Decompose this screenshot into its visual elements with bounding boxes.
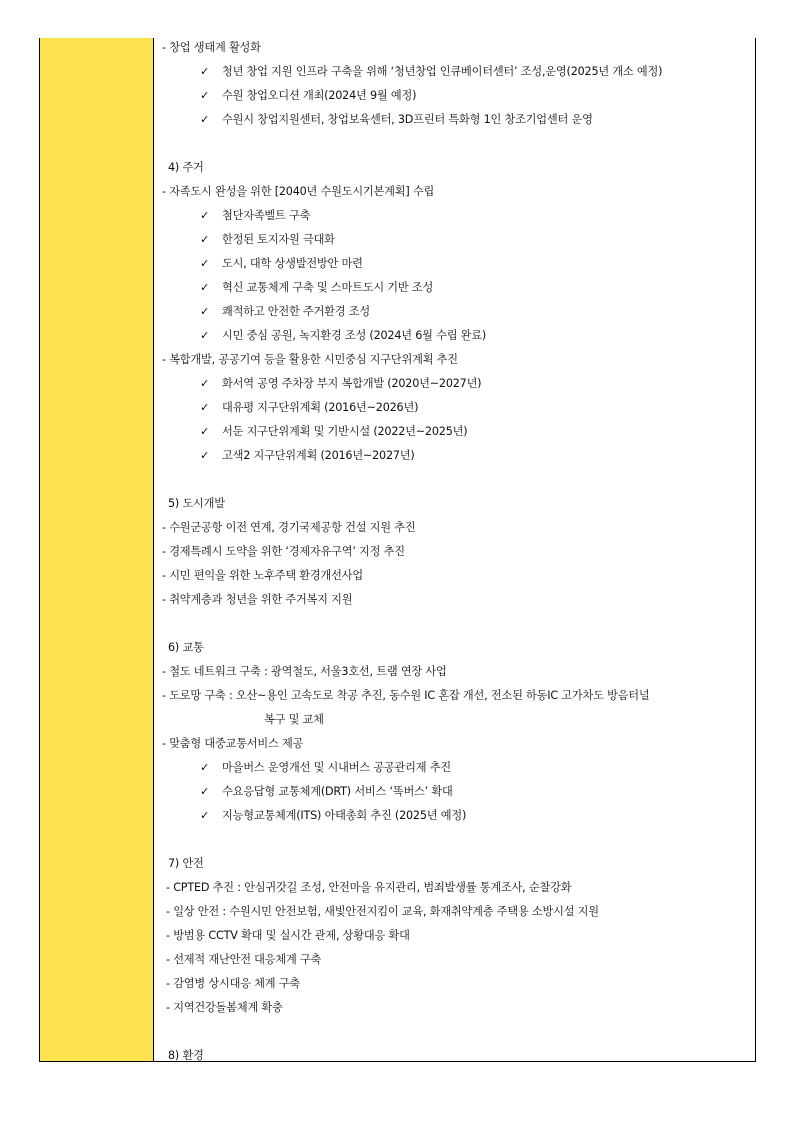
check-item	[200, 328, 486, 344]
line-text: 청년 창업 지원 인프라 구축을 위해 ‘청년창업 인큐베이터센터’ 조성,운영(2025년 개소 예정)	[222, 65, 663, 78]
list-item	[166, 952, 321, 968]
line-text: - 취약계층과 청년을 위한 주거복지 지원	[162, 593, 353, 606]
line-text: 첨단자족벨트 구축	[222, 209, 311, 222]
line-text: - 선제적 재난안전 대응체계 구축	[166, 953, 322, 966]
check-item	[200, 280, 433, 296]
list-item	[166, 904, 599, 920]
line-text: 고색2 지구단위계획 (2016년~2027년)	[222, 449, 415, 462]
line-text: 8) 환경	[168, 1049, 204, 1062]
section-heading	[168, 1048, 204, 1064]
left-highlight-column	[40, 38, 154, 1061]
check-item	[200, 64, 662, 80]
check-mark-icon: ✓	[200, 449, 210, 462]
line-text: - 도로망 구축 : 오산~용인 고속도로 착공 추진, 동수원 IC 혼잡 개선, 전소된 하동IC 고가차도 방음터널	[162, 689, 650, 702]
check-mark-icon: ✓	[200, 305, 210, 318]
line-text: - 맞춤형 대중교통서비스 제공	[162, 737, 304, 750]
check-mark-icon: ✓	[200, 377, 210, 390]
section-heading	[168, 160, 204, 176]
check-item	[200, 424, 467, 440]
content-cell	[154, 38, 755, 1061]
document-table	[39, 38, 756, 1062]
section-heading	[168, 856, 204, 872]
check-mark-icon: ✓	[200, 257, 210, 270]
line-text: - 경제특례시 도약을 위한 ‘경제자유구역’ 지정 추진	[162, 545, 405, 558]
check-mark-icon: ✓	[200, 281, 210, 294]
check-item	[200, 208, 310, 224]
line-text: - 방범용 CCTV 확대 및 실시간 관제, 상황대응 확대	[166, 929, 410, 942]
line-text: 마을버스 운영개선 및 시내버스 공공관리제 추진	[222, 761, 451, 774]
line-text: - 시민 편익을 위한 노후주택 환경개선사업	[162, 569, 363, 582]
line-text: - 감염병 상시대응 체계 구축	[166, 977, 300, 990]
list-item	[162, 520, 415, 536]
check-mark-icon: ✓	[200, 425, 210, 438]
list-item	[166, 1000, 283, 1016]
check-mark-icon: ✓	[200, 329, 210, 342]
section-heading	[168, 640, 204, 656]
check-item	[200, 400, 418, 416]
check-mark-icon: ✓	[200, 401, 210, 414]
line-text: 쾌적하고 안전한 주거환경 조성	[222, 305, 370, 318]
check-mark-icon: ✓	[200, 785, 210, 798]
list-item	[166, 880, 571, 896]
list-item	[162, 688, 650, 704]
check-mark-icon: ✓	[200, 89, 210, 102]
line-text: 서둔 지구단위계획 및 기반시설 (2022년~2025년)	[222, 425, 468, 438]
line-text: - 일상 안전 : 수원시민 안전보험, 새빛안전지킴이 교육, 화재취약계층 주택용 소방시설 지원	[166, 905, 599, 918]
line-text: 대유평 지구단위계획 (2016년~2026년)	[222, 401, 419, 414]
list-item	[162, 568, 363, 584]
list-item	[162, 544, 405, 560]
line-text: - 철도 네트워크 구축 : 광역철도, 서울3호선, 트램 연장 사업	[162, 665, 447, 678]
line-text: 시민 중심 공원, 녹지환경 조성 (2024년 6월 수립 완료)	[222, 329, 487, 342]
line-text: - 복합개발, 공공기여 등을 활용한 시민중심 지구단위계획 추진	[162, 353, 458, 366]
check-mark-icon: ✓	[200, 761, 210, 774]
list-item	[162, 184, 434, 200]
line-text: - 지역건강돌봄체계 확충	[166, 1001, 283, 1014]
check-mark-icon: ✓	[200, 809, 210, 822]
check-item	[200, 448, 415, 464]
check-item	[200, 760, 451, 776]
list-item	[264, 712, 324, 728]
line-text: 7) 안전	[168, 857, 204, 870]
line-text: - 자족도시 완성을 위한 [2040년 수원도시기본계획] 수립	[162, 185, 435, 198]
line-text: 화서역 공영 주차장 부지 복합개발 (2020년~2027년)	[222, 377, 482, 390]
line-text: - 창업 생태계 활성화	[162, 41, 261, 54]
section-heading	[168, 496, 225, 512]
line-text: 수원 창업오디션 개최(2024년 9월 예정)	[222, 89, 417, 102]
check-mark-icon: ✓	[200, 113, 210, 126]
line-text: - CPTED 추진 : 안심귀갓길 조성, 안전마을 유지관리, 범죄발생률 통계조사, 순찰강화	[166, 881, 572, 894]
check-item	[200, 376, 481, 392]
line-text: 수요응답형 교통체계(DRT) 서비스 ‘똑버스’ 확대	[222, 785, 453, 798]
check-mark-icon: ✓	[200, 233, 210, 246]
check-item	[200, 88, 416, 104]
list-item	[166, 928, 410, 944]
line-text: 한정된 토지자원 극대화	[222, 233, 335, 246]
check-item	[200, 232, 335, 248]
list-item	[162, 592, 352, 608]
check-mark-icon: ✓	[200, 65, 210, 78]
check-item	[200, 808, 466, 824]
line-text: - 수원군공항 이전 연계, 경기국제공항 건설 지원 추진	[162, 521, 416, 534]
line-text: 복구 및 교체	[264, 713, 324, 726]
check-mark-icon: ✓	[200, 209, 210, 222]
list-item	[162, 664, 447, 680]
line-text: 지능형교통체계(ITS) 아태총회 추진 (2025년 예정)	[222, 809, 467, 822]
line-text: 수원시 창업지원센터, 창업보육센터, 3D프린터 특화형 1인 창조기업센터 운영	[222, 113, 593, 126]
list-item	[166, 976, 300, 992]
check-item	[200, 304, 370, 320]
list-item	[162, 736, 303, 752]
check-item	[200, 256, 363, 272]
line-text: 6) 교통	[168, 641, 204, 654]
line-text: 4) 주거	[168, 161, 204, 174]
check-item	[200, 784, 453, 800]
list-item	[162, 40, 261, 56]
line-text: 혁신 교통체계 구축 및 스마트도시 기반 조성	[222, 281, 434, 294]
check-item	[200, 112, 593, 128]
line-text: 도시, 대학 상생발전방안 마련	[222, 257, 363, 270]
list-item	[162, 352, 458, 368]
line-text: 5) 도시개발	[168, 497, 225, 510]
